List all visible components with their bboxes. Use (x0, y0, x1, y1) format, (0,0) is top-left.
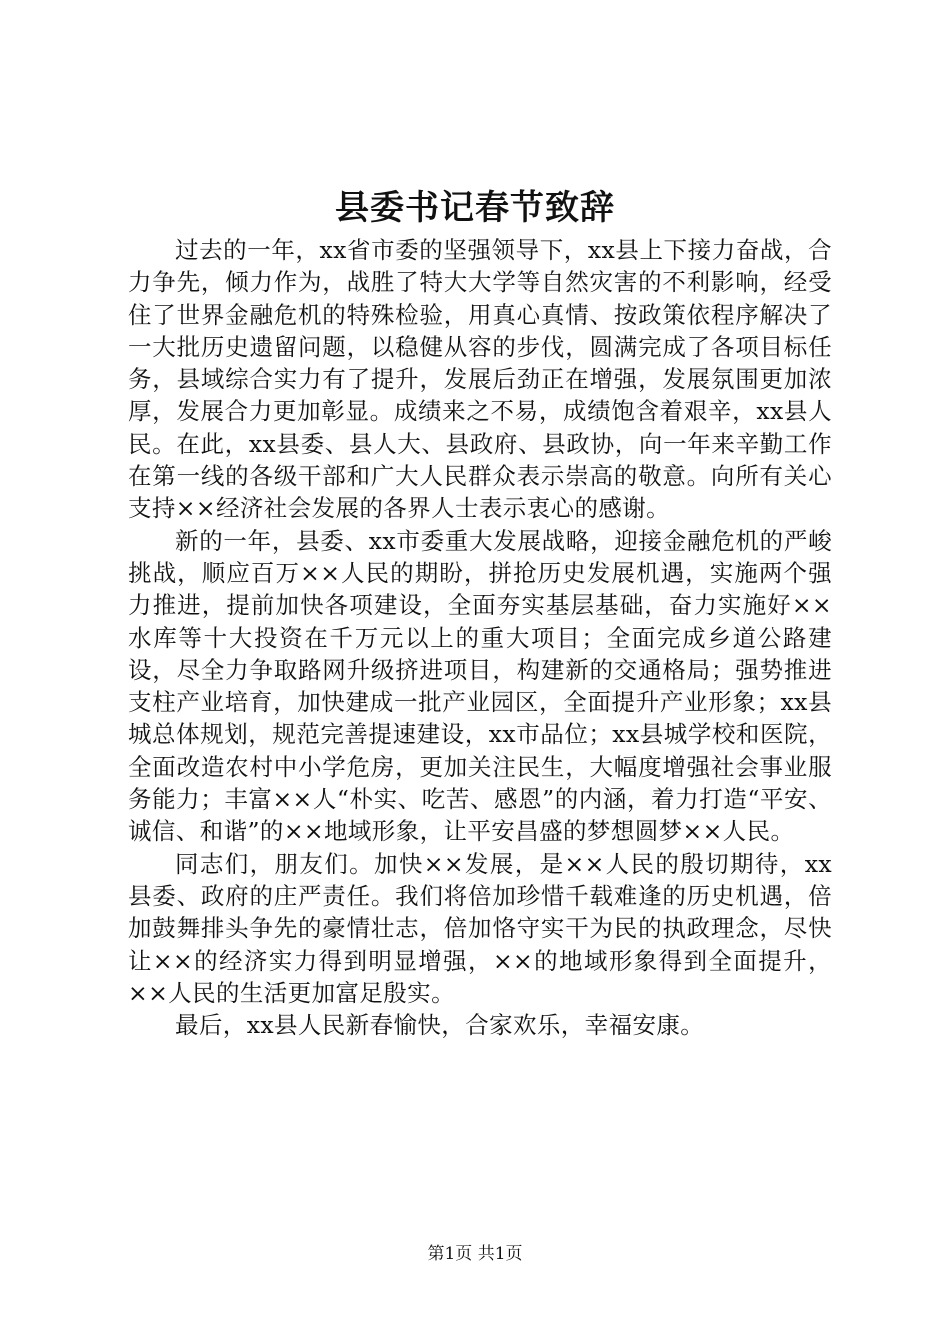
paragraph-3: 同志们，朋友们。加快××发展，是××人民的殷切期待，xx县委、政府的庄严责任。我们将倍加珍惜千载难逢的历史机遇，倍加鼓舞排头争先的豪情壮志，倍加恪守实干为民的执政理念，尽快让××的经济实力得到明显增强，××的地域形象得到全面提升，××人民的生活更加富足殷实。 (128, 849, 832, 1007)
paragraph-4: 最后，xx县人民新春愉快，合家欢乐，幸福安康。 (175, 1011, 705, 1040)
document-title: 县委书记春节致辞 (335, 188, 615, 228)
paragraph-2: 新的一年，县委、xx市委重大发展战略，迎接金融危机的严峻挑战，顺应百万××人民的期盼，拼抢历史发展机遇，实施两个强力推进，提前加快各项建设，全面夯实基层基础，奋力实施好××水库等十大投资在千万元以上的重大项目；全面完成乡道公路建设，尽全力争取路网升级挤进项目，构建新的交通格局；强势推进支柱产业培育，加快建成一批产业园区，全面提升产业形象；xx县城总体规划，规范完善提速建设，xx市品位；xx县城学校和医院，全面改造农村中小学危房，更加关注民生，大幅度增强社会事业服务能力；丰富××人“朴实、吃苦、感恩”的内涵，着力打造“平安、诚信、和谐”的××地域形象，让平安昌盛的梦想圆梦××人民。 (128, 526, 832, 846)
document-body (128, 234, 832, 1041)
paragraph-1: 过去的一年，xx省市委的坚强领导下，xx县上下接力奋战，合力争先，倾力作为，战胜了特大大学等自然灾害的不利影响，经受住了世界金融危机的特殊检验，用真心真情、按政策依程序解决了一大批历史遗留问题，以稳健从容的步伐，圆满完成了各项目标任务，县域综合实力有了提升，发展后劲正在增强，发展氛围更加浓厚，发展合力更加彰显。成绩来之不易，成绩饱含着艰辛，xx县人民。在此，xx县委、县人大、县政府、县政协，向一年来辛勤工作在第一线的各级干部和广大人民群众表示崇高的敬意。向所有关心支持××经济社会发展的各界人士表示衷心的感谢。 (128, 236, 832, 523)
page-number-footer: 第1页 共1页 (427, 1244, 523, 1264)
